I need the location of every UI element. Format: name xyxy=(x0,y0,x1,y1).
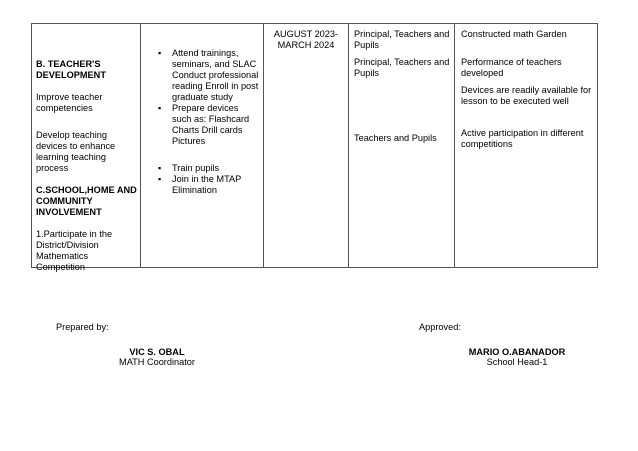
time-frame: AUGUST 2023-MARCH 2024 xyxy=(273,29,339,50)
objective-participate-competition: 1.Participate in the District/Division Mathematics Competition xyxy=(36,229,113,272)
persons-involved-3: Teachers and Pupils xyxy=(354,133,437,143)
prepared-by-role: MATH Coordinator xyxy=(119,357,195,367)
indicator-2: Performance of teachers developed xyxy=(461,57,562,78)
column-divider xyxy=(454,24,455,267)
persons-involved-2: Principal, Teachers and Pupils xyxy=(354,57,450,78)
activity-item: ▪ Join in the MTAP Elimination xyxy=(172,174,260,196)
indicator-4: Active participation in different competitions xyxy=(461,128,584,149)
activities-list-a xyxy=(172,48,260,147)
activities-column xyxy=(172,48,260,147)
indicator-3: Devices are readily available for lesson to be executed well xyxy=(461,85,592,106)
column-divider xyxy=(348,24,349,267)
activity-item: ▪ Train pupils xyxy=(172,163,260,174)
objective-improve-competencies: Improve teacher competencies xyxy=(36,92,103,113)
success-indicator-column xyxy=(461,29,595,150)
approved-by-name: MARIO O.ABANADOR xyxy=(468,347,566,357)
objectives-column xyxy=(36,59,138,273)
section-heading-community-involvement: C.SCHOOL,HOME AND COMMUNITY INVOLVEMENT xyxy=(36,185,137,217)
prepared-by-label: Prepared by: xyxy=(56,322,109,332)
indicator-1: Constructed math Garden xyxy=(461,29,567,39)
time-frame-column xyxy=(267,29,345,51)
approved-by-role: School Head-1 xyxy=(486,357,548,367)
prepared-by-name: VIC S. OBAL xyxy=(129,347,185,357)
column-divider xyxy=(140,24,141,267)
column-divider xyxy=(263,24,264,267)
action-plan-table xyxy=(31,23,598,272)
approved-by-label: Approved: xyxy=(419,322,461,332)
section-heading-teacher-development: B. TEACHER'S DEVELOPMENT xyxy=(36,59,106,80)
activities-list-b xyxy=(172,163,260,196)
activity-item: ▪ Attend trainings, seminars, and SLAC Conduct professional reading Enroll in post graduate study xyxy=(172,48,260,103)
objective-develop-devices: Develop teaching devices to enhance learning teaching process xyxy=(36,130,116,173)
persons-involved-1: Principal, Teachers and Pupils xyxy=(354,29,450,50)
activities-column-b xyxy=(172,163,260,196)
activity-item: ▪ Prepare devices such as: Flashcard Charts Drill cards Pictures xyxy=(172,103,260,147)
persons-involved-column xyxy=(354,29,452,144)
